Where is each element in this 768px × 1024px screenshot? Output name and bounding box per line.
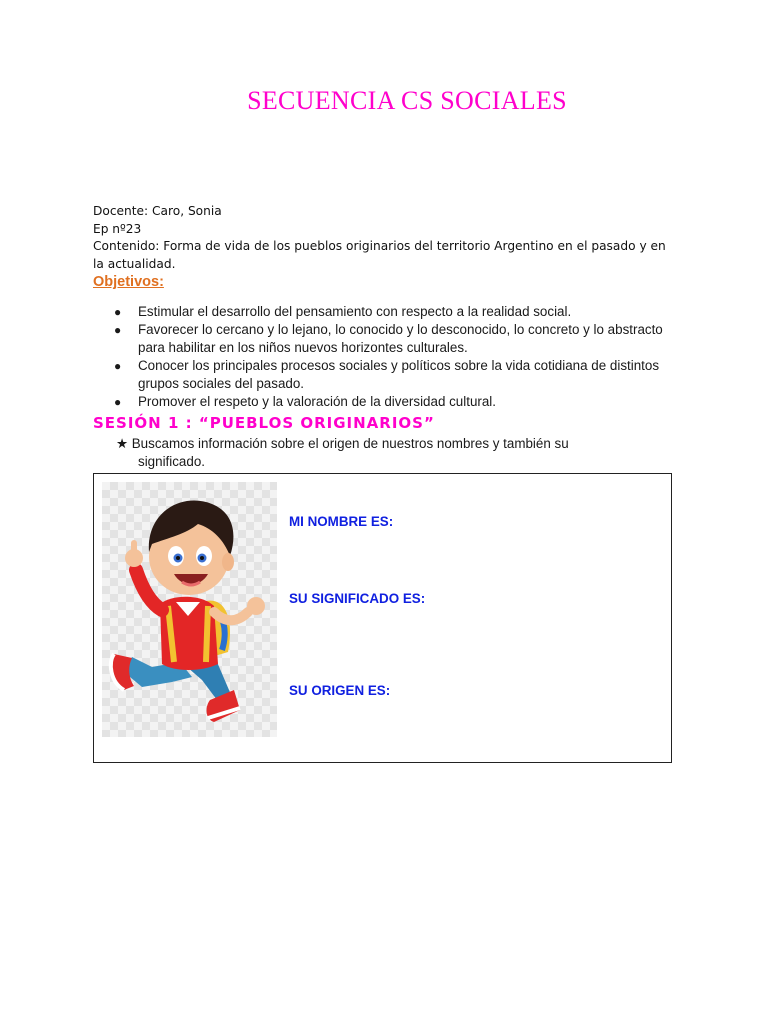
origin-field-label: SU ORIGEN ES:	[289, 683, 391, 698]
objective-item	[93, 321, 673, 357]
meaning-field-label: SU SIGNIFICADO ES:	[289, 591, 426, 606]
objectives-heading: Objetivos:	[93, 274, 164, 290]
name-worksheet-box	[93, 473, 672, 763]
star-icon: ★	[116, 436, 129, 451]
objectives-list	[93, 303, 673, 411]
objective-item	[93, 303, 673, 321]
cartoon-boy-waving-icon	[102, 482, 277, 737]
objective-item	[93, 393, 673, 411]
content-line: Contenido: Forma de vida de los pueblos originarios del territorio Argentino en el pasado y en la actualidad.	[93, 239, 666, 271]
bullet-icon: ●	[114, 323, 122, 337]
session-heading: SESIÓN 1 : “PUEBLOS ORIGINARIOS”	[93, 414, 435, 432]
activity-item	[116, 435, 636, 471]
objective-text: Estimular el desarrollo del pensamiento con respecto a la realidad social.	[138, 304, 572, 319]
objective-text: Promover el respeto y la valoración de la diversidad cultural.	[138, 394, 497, 409]
objective-text: Conocer los principales procesos sociales y políticos sobre la vida cotidiana de distintos grupos sociales del pasado.	[138, 358, 660, 391]
objective-item	[93, 357, 673, 393]
objective-text: Favorecer lo cercano y lo lejano, lo conocido y lo desconocido, lo concreto y lo abstracto para habilitar en los niños nuevos horizontes culturales.	[138, 322, 663, 355]
name-field-label: MI NOMBRE ES:	[289, 514, 394, 529]
activity-text-line1: Buscamos información sobre el origen de nuestros nombres y también su	[131, 436, 569, 451]
bullet-icon: ●	[114, 359, 122, 373]
document-info	[93, 203, 673, 273]
activity-text-line2: significado.	[138, 454, 205, 469]
document-title: SECUENCIA CS SOCIALES	[247, 86, 567, 115]
bullet-icon: ●	[114, 305, 122, 319]
school-line: Ep nº23	[93, 221, 142, 236]
bullet-icon: ●	[114, 395, 122, 409]
teacher-line: Docente: Caro, Sonia	[93, 204, 222, 218]
